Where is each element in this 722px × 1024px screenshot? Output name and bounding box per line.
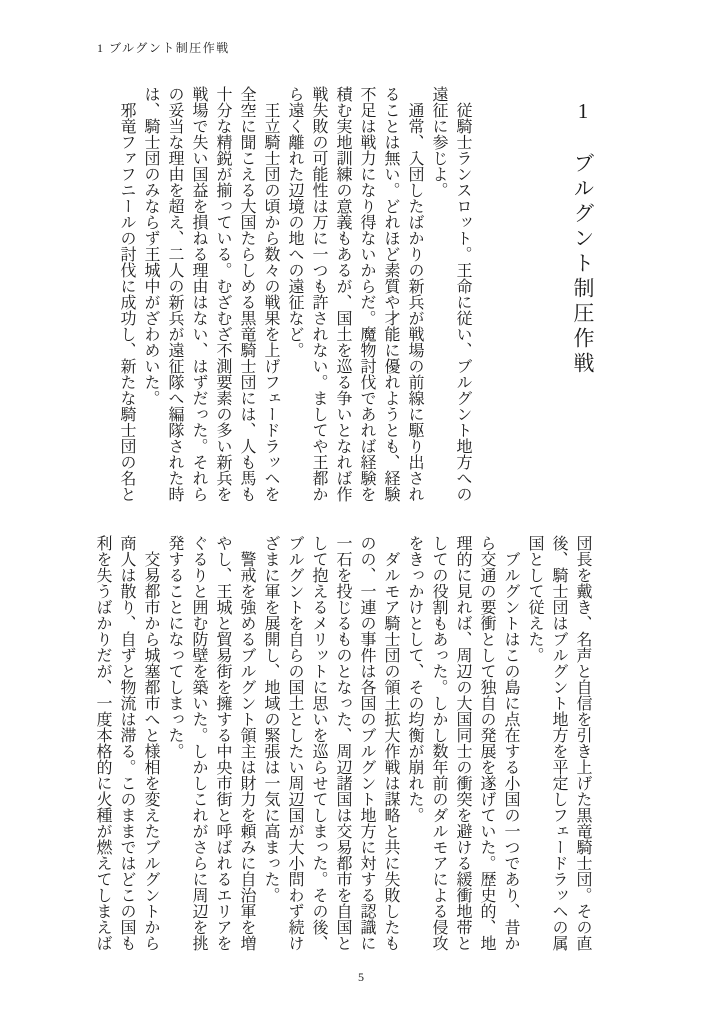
upper-text-block [114,86,474,502]
paragraph: ダルモア騎士団の領土拡大作戦は謀略と共に失敗したものの、一連の事件は各国のブルグント地方に対する認識に一石を投じるものとなった、周辺諸国は交易都市を自国として抱えるメリットに思いを巡らせてしまった。その後、ブルグントを自らの国土としたい周辺国が大小問わず続けざまに軍を展開し、地域の緊張は一気に高まった。 [262,535,399,951]
paragraph: 邪竜ファフニールの討伐に成功し、新たな騎士団の名と [118,86,135,502]
paragraph: 王立騎士団の頃から数々の戦果を上げフェードラッヘを全空に聞こえる大国たらしめる黒竜騎士団には、人も馬も十分な精鋭が揃っている。むざむざ不測要素の多い新兵を戦場で失い国益を損ねる理由はない、はずだった。それらの妥当な理由を超え、二人の新兵が遠征隊へ編隊された時は、騎士団のみならず王城中がざわめいた。 [142,86,279,502]
page-number: 5 [358,970,364,984]
paragraph-command-quote: 従騎士ランスロット。王命に従い、ブルグント地方への遠征に参じよ。 [430,86,471,502]
chapter-title: 1 ブルグント制圧作戦 [571,99,595,377]
paragraph: 交易都市から城塞都市へと様相を変えたブルグントから商人は散り、自ずと物流は滞る。このままではどこの国も利を失うばかりだが、一度本格的に火種が燃えてしまえば [94,535,159,951]
paragraph-continuation: 団長を戴き、名声と自信を引き上げた黒竜騎士団。その直後、騎士団はブルグント地方を平定しフェードラッヘの属国として従えた。 [526,535,591,951]
paragraph: 警戒を強めるブルグント領主は財力を頼みに自治軍を増やし、王城と貿易街を擁する中央市街と呼ばれるエリアをぐるりと囲む防壁を築いた。しかしこれがさらに周辺を挑発することになってしまった。 [166,535,255,951]
running-header: 1 ブルグント制圧作戦 [97,41,230,55]
lower-text-block [90,535,594,951]
paragraph: 通常、入団したばかりの新兵が戦場の前線に駆り出されることは無い。どれほど素質や才能に優れようとも、経験不足は戦力になり得ないからだ。魔物討伐であれば経験を積む実地訓練の意義もあるが、国土を巡る争いとなれば作戦失敗の可能性は万に一つも許されない。ましてや王都から遠く離れた辺境の地への遠征など。 [286,86,423,502]
paragraph: ブルグントはこの島に点在する小国の一つであり、昔から交通の要衝として独自の発展を遂げていた。歴史的、地理的に見れば、周辺の大国同士の衝突を避ける緩衝地帯としての役割もあった。しかし数年前のダルモアによる侵攻をきっかけとして、その均衡が崩れた。 [406,535,519,951]
